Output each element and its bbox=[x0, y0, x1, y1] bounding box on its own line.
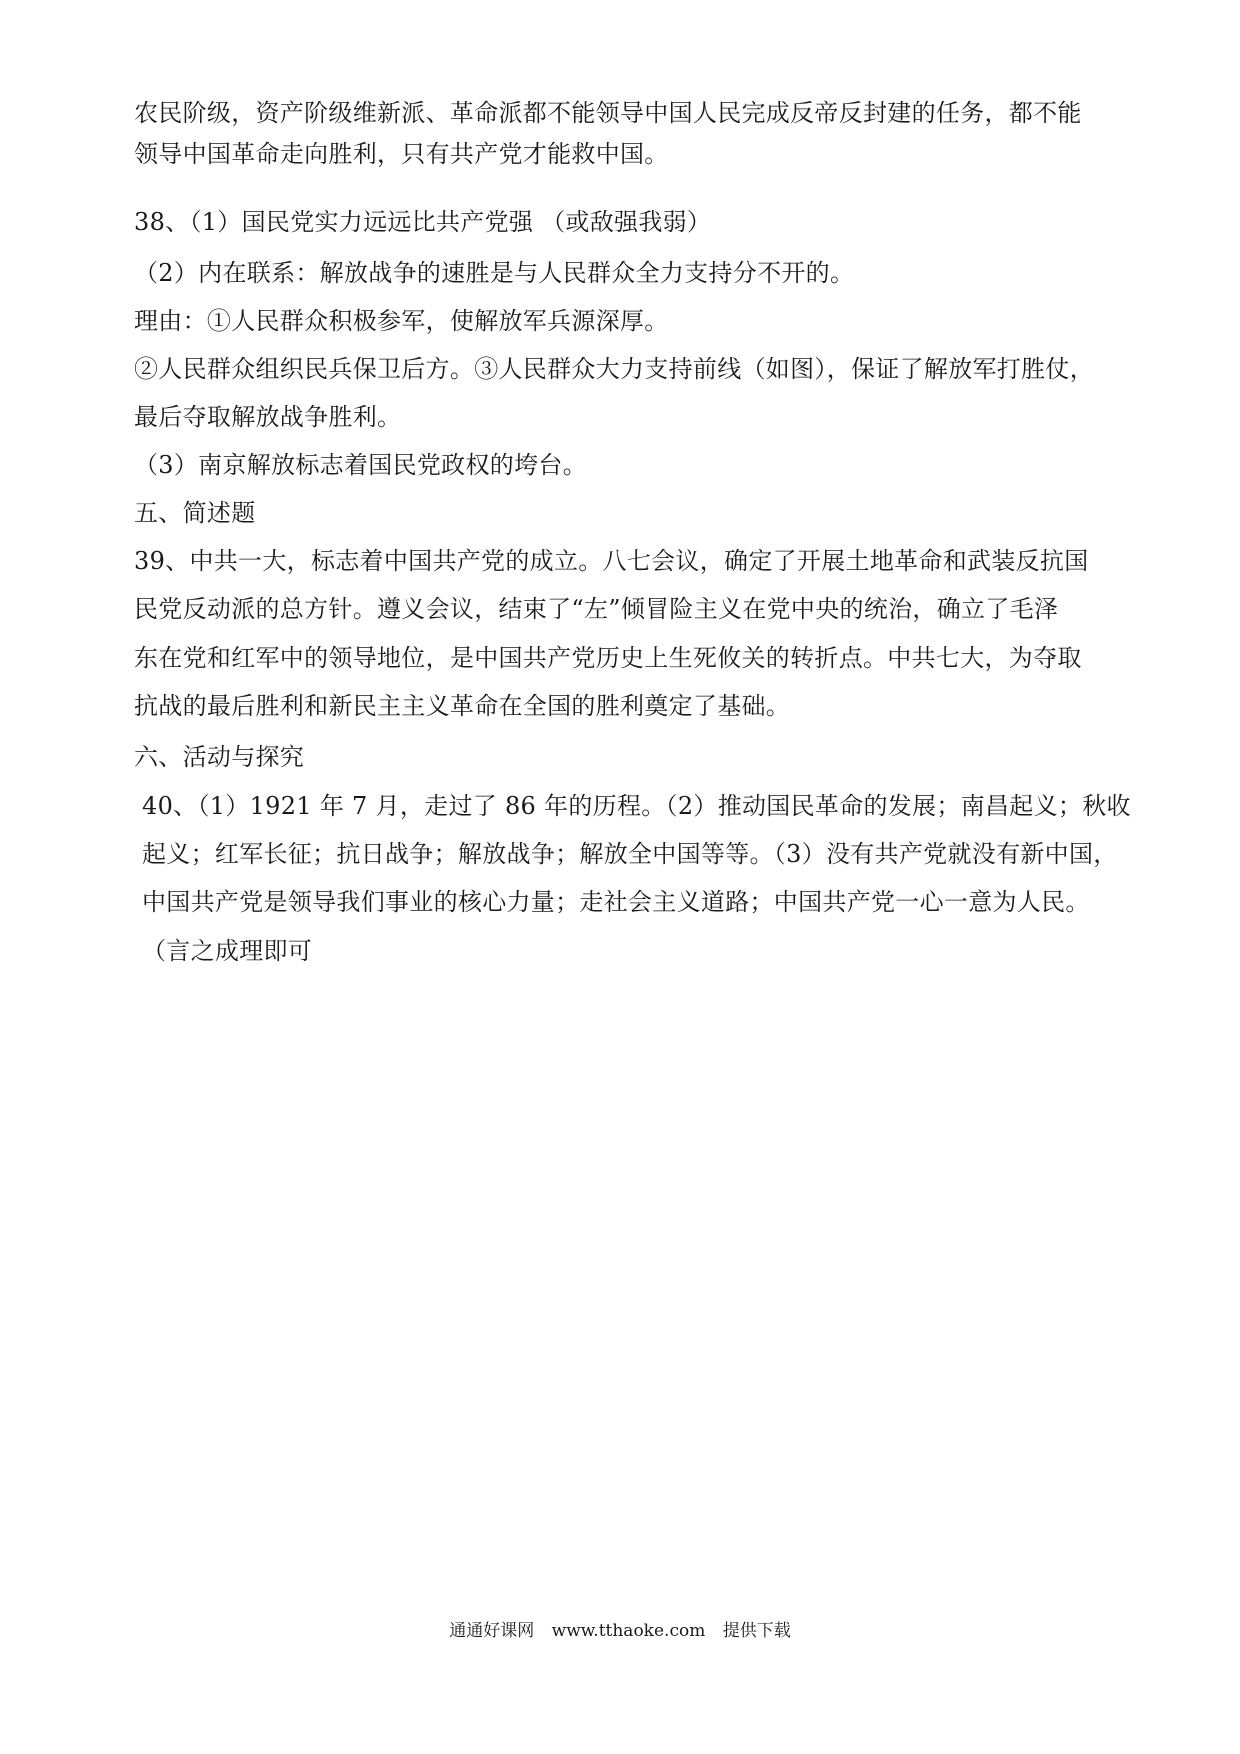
answer-38-part-2: （2）内在联系：解放战争的速胜是与人民群众全力支持分不开的。 bbox=[134, 259, 855, 287]
answer-39-line-4: 抗战的最后胜利和新民主主义革命在全国的胜利奠定了基础。 bbox=[134, 692, 791, 720]
answer-38-part-3: （3）南京解放标志着国民党政权的垮台。 bbox=[134, 451, 587, 479]
answer-38-reason-1: 理由：①人民群众积极参军，使解放军兵源深厚。 bbox=[134, 307, 669, 335]
answer-39-line-1: 39、中共一大，标志着中国共产党的成立。八七会议，确定了开展土地革命和武装反抗国 bbox=[134, 547, 1089, 575]
answer-38-part-1: 38、（1）国民党实力远远比共产党强 （或敌强我弱） bbox=[134, 208, 712, 236]
section-heading-5: 五、简述题 bbox=[134, 499, 256, 527]
answer-39-line-3: 东在党和红军中的领导地位，是中国共产党历史上生死攸关的转折点。中共七大，为夺取 bbox=[134, 644, 1082, 672]
answer-38-reason-cont: 最后夺取解放战争胜利。 bbox=[134, 403, 402, 431]
section-heading-6: 六、活动与探究 bbox=[134, 743, 305, 771]
answer-40-line-3: 中国共产党是领导我们事业的核心力量；走社会主义道路；中国共产党一心一意为人民。 bbox=[142, 888, 1090, 916]
answer-40-line-2: 起义；红军长征；抗日战争；解放战争；解放全中国等等。（3）没有共产党就没有新中国， bbox=[142, 840, 1118, 868]
answer-line-2: 领导中国革命走向胜利，只有共产党才能救中国。 bbox=[134, 140, 669, 168]
footer-site-name: 通通好课网 bbox=[449, 1621, 535, 1641]
answer-line-1: 农民阶级，资产阶级维新派、革命派都不能领导中国人民完成反帝反封建的任务，都不能 bbox=[134, 99, 1082, 127]
answer-39-line-2: 民党反动派的总方针。遵义会议，结束了“左”倾冒险主义在党中央的统治，确立了毛泽 bbox=[134, 595, 1059, 623]
answer-40-line-1: 40、（1）1921 年 7 月，走过了 86 年的历程。（2）推动国民革命的发展；南昌起义；秋收 bbox=[142, 792, 1131, 820]
footer-url[interactable]: www.tthaoke.com bbox=[551, 1621, 706, 1641]
answer-40-line-4: （言之成理即可 bbox=[142, 937, 313, 965]
answer-38-reason-2: ②人民群众组织民兵保卫后方。③人民群众大力支持前线（如图），保证了解放军打胜仗， bbox=[134, 355, 1094, 383]
footer-suffix: 提供下载 bbox=[722, 1621, 791, 1641]
page-footer bbox=[0, 1620, 1240, 1642]
